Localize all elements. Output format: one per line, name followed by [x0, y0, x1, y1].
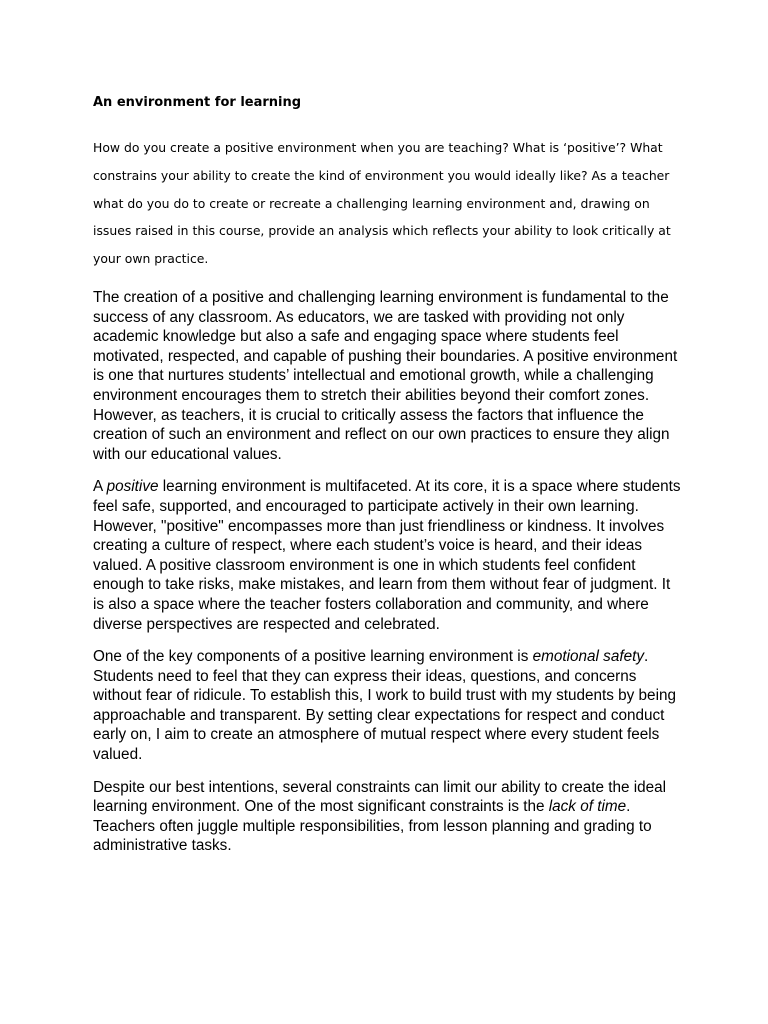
paragraph-4 [93, 778, 683, 856]
paragraph-3-emphasis: emotional safety [532, 648, 644, 666]
paragraph-2 [93, 477, 683, 634]
paragraph-2-emphasis: positive [106, 478, 159, 496]
paragraph-3-lead: One of the key components of a positive learning environment is [93, 648, 533, 666]
paragraph-3-rest: . Students need to feel that they can express their ideas, questions, and concerns without fear of ridicule. To establish this, I work to build trust with my students by being approachable and transparent. By setting clear expectations for respect and conduct early on, I aim to create an atmosphere of mutual respect where every student feels valued. [93, 648, 676, 764]
paragraph-2-rest: learning environment is multifaceted. At its core, it is a space where students feel safe, supported, and encouraged to participate actively in their own learning. However, "positive" encompasses more than just friendliness or kindness. It involves creating a culture of respect, where each student’s voice is heard, and their ideas valued. A positive classroom environment is one in which students feel confident enough to take risks, make mistakes, and learn from them without fear of judgment. It is also a space where the teacher fosters collaboration and community, and where diverse perspectives are respected and celebrated. [93, 478, 681, 633]
paragraph-1: The creation of a positive and challenging learning environment is fundamental to the success of any classroom. As educators, we are tasked with providing not only academic knowledge but also a safe and engaging space where students feel motivated, respected, and capable of pushing their boundaries. A positive environment is one that nurtures students’ intellectual and emotional growth, while a challenging environment encourages them to stretch their abilities beyond their comfort zones. However, as teachers, it is crucial to critically assess the factors that influence the creation of such an environment and reflect on our own practices to ensure they align with our educational values. [93, 289, 678, 463]
essay-prompt: How do you create a positive environment when you are teaching? What is ‘positive’? What constrains your ability to create the kind of environment you would ideally like? As a teacher what do you do to create or recreate a challenging learning environment and, drawing on issues raised in this course, provide an analysis which reflects your ability to look critically at your own practice. [93, 140, 671, 267]
essay-body [93, 288, 683, 869]
paragraph-4-emphasis: lack of time [548, 798, 627, 816]
paragraph-3 [93, 647, 683, 765]
paragraph-2-lead: A [93, 478, 107, 496]
paragraph-4-lead: Despite our best intentions, several constraints can limit our ability to create the ideal learning environment. One of the most significant constraints is the [93, 778, 667, 816]
document-title: An environment for learning [93, 95, 302, 110]
paragraph-4-rest: . Teachers often juggle multiple responsibilities, from lesson planning and grading to administrative tasks. [93, 798, 652, 855]
